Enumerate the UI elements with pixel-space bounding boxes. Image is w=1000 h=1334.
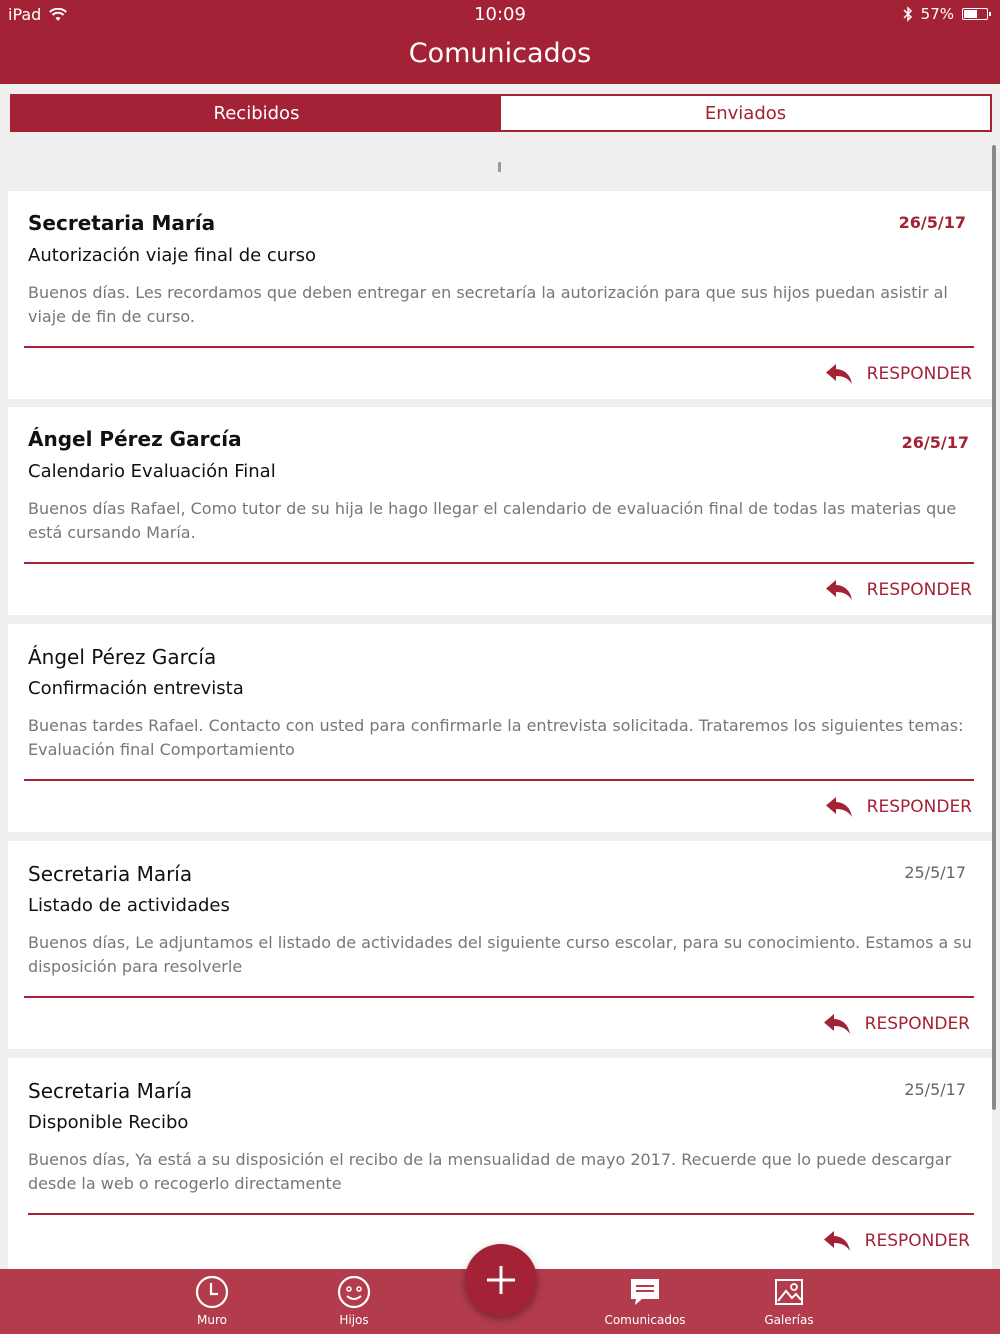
message-date: 26/5/17 — [898, 213, 966, 232]
message-preview: Buenos días. Les recordamos que deben entregar en secretaría la autorización para que sus hijos puedan asistir al viaje de fin de curso. — [28, 283, 948, 326]
top-bar — [0, 0, 1000, 84]
message-sender: Ángel Pérez García — [28, 645, 217, 669]
message-subject: Listado de actividades — [28, 895, 230, 916]
message-subject: Autorización viaje final de curso — [28, 245, 317, 266]
reply-label: RESPONDER — [866, 797, 972, 817]
card-divider — [24, 779, 974, 781]
plus-icon — [486, 1265, 516, 1295]
message-date: 25/5/17 — [904, 1080, 966, 1099]
nav-label: Hijos — [339, 1313, 369, 1327]
bluetooth-icon — [903, 6, 913, 22]
battery-icon — [962, 8, 988, 20]
reply-icon — [825, 363, 853, 385]
smiley-icon — [337, 1275, 371, 1309]
reply-label: RESPONDER — [864, 1014, 970, 1034]
message-card[interactable] — [8, 624, 992, 832]
reply-icon — [825, 796, 853, 818]
message-sender: Secretaria María — [28, 862, 193, 886]
message-subject: Disponible Recibo — [28, 1112, 189, 1133]
battery-percent: 57% — [920, 5, 954, 23]
reply-icon — [823, 1230, 851, 1252]
reply-button[interactable] — [825, 796, 972, 818]
message-preview: Buenos días Rafael, Como tutor de su hija le hago llegar el calendario de evaluación final de todas las materias que está cursando María. — [28, 499, 957, 542]
message-card[interactable] — [8, 191, 992, 399]
compose-fab[interactable] — [465, 1244, 537, 1316]
reply-button[interactable] — [823, 1013, 970, 1035]
message-preview: Buenos días, Ya está a su disposición el recibo de la mensualidad de mayo 2017. Recuerde que lo puede descargar desde la web o recogerlo directamente — [28, 1150, 952, 1193]
card-divider — [28, 1213, 974, 1215]
message-sender: Secretaria María — [28, 1079, 193, 1103]
nav-galerias[interactable] — [744, 1275, 834, 1327]
reply-label: RESPONDER — [864, 1231, 970, 1251]
message-sender: Secretaria María — [28, 211, 216, 235]
image-icon — [772, 1275, 806, 1309]
segmented-tabs — [10, 94, 992, 132]
tab-recibidos[interactable]: Recibidos — [12, 96, 501, 130]
nav-muro[interactable] — [167, 1275, 257, 1327]
device-label: iPad — [8, 5, 42, 24]
pull-indicator — [498, 162, 501, 172]
message-card[interactable] — [8, 841, 992, 1049]
message-date: 25/5/17 — [904, 863, 966, 882]
nav-label: Galerías — [764, 1313, 814, 1327]
message-sender: Ángel Pérez García — [28, 427, 242, 451]
card-divider — [24, 562, 974, 564]
reply-icon — [825, 579, 853, 601]
message-card[interactable] — [8, 407, 992, 615]
nav-label: Comunicados — [604, 1313, 686, 1327]
status-bar — [0, 0, 1000, 30]
message-preview: Buenas tardes Rafael. Contacto con usted para confirmarle la entrevista solicitada. Trataremos los siguientes temas: Evaluación final Comportamiento — [28, 716, 964, 759]
reply-label: RESPONDER — [866, 364, 972, 384]
reply-button[interactable] — [825, 579, 972, 601]
clock-icon — [195, 1275, 229, 1309]
status-time: 10:09 — [474, 4, 526, 25]
message-subject: Calendario Evaluación Final — [28, 461, 276, 482]
message-subject: Confirmación entrevista — [28, 678, 244, 699]
nav-comunicados[interactable] — [600, 1275, 690, 1327]
card-divider — [24, 996, 974, 998]
chat-icon — [628, 1275, 662, 1309]
reply-label: RESPONDER — [866, 580, 972, 600]
page-title: Comunicados — [408, 38, 592, 69]
message-card[interactable] — [8, 1058, 992, 1269]
message-preview: Buenos días, Le adjuntamos el listado de actividades del siguiente curso escolar, para su conocimiento. Estamos a su disposición para resolverle — [28, 933, 972, 976]
nav-hijos[interactable] — [309, 1275, 399, 1327]
nav-label: Muro — [197, 1313, 227, 1327]
message-date: 26/5/17 — [901, 433, 969, 452]
reply-button[interactable] — [825, 363, 972, 385]
scrollbar[interactable] — [992, 145, 996, 1110]
tab-enviados[interactable]: Enviados — [501, 96, 990, 130]
card-divider — [24, 346, 974, 348]
reply-icon — [823, 1013, 851, 1035]
reply-button[interactable] — [823, 1230, 970, 1252]
